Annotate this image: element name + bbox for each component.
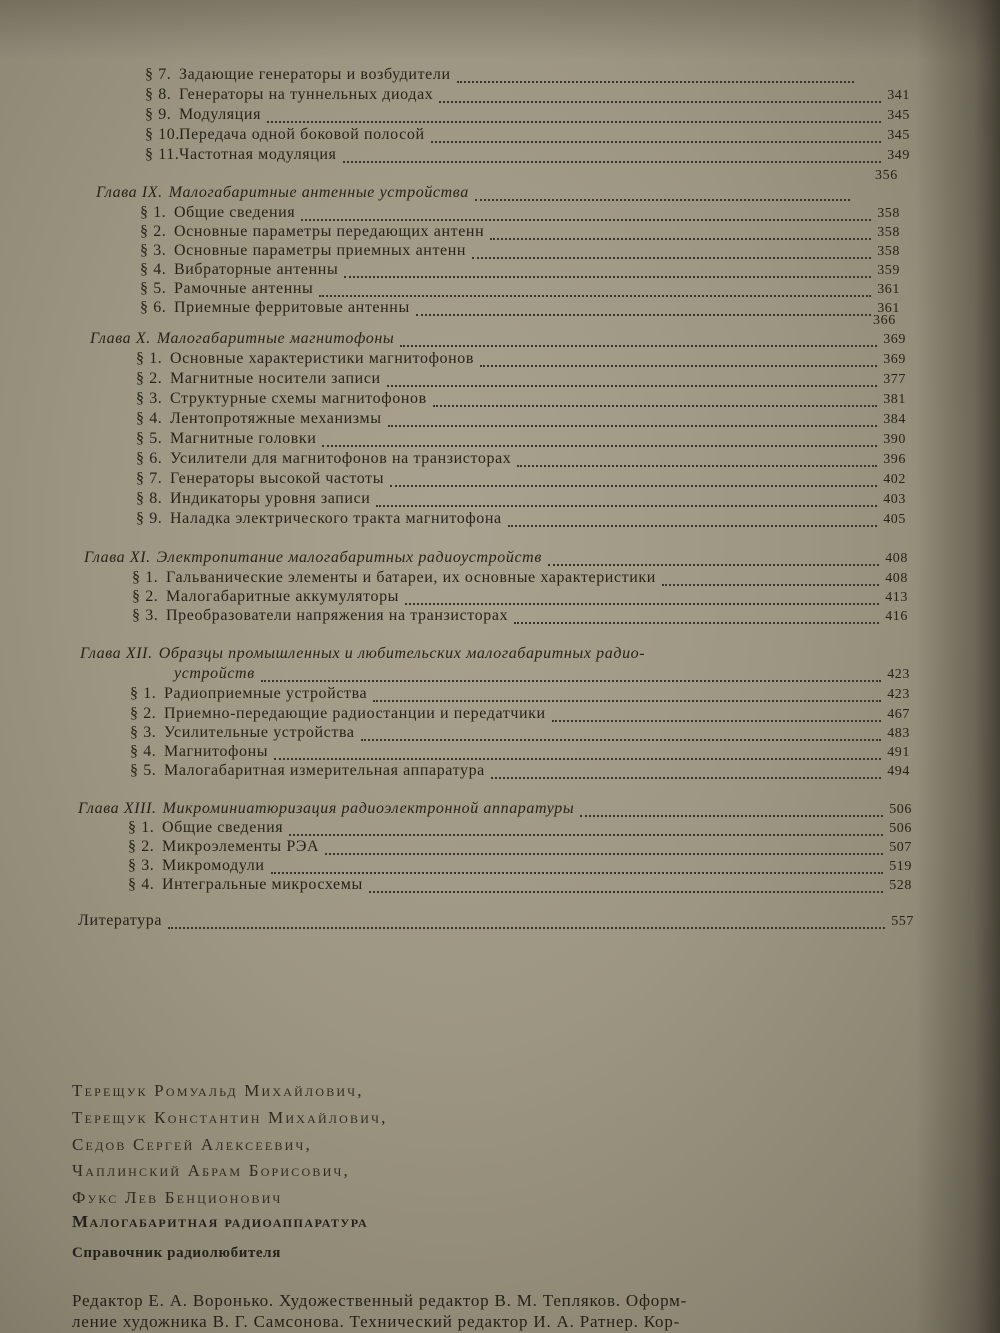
page-number: 361 [877,282,900,297]
dot-leader [369,879,883,893]
toc-entry [132,569,908,589]
section-number: § 8. [145,86,172,103]
toc-entry [128,819,912,839]
dot-leader [439,89,881,103]
imprint-line: ление художника В. Г. Самсонова. Технический редактор И. А. Ратнер. Кор- [72,1312,681,1331]
dot-leader [662,572,879,586]
dot-leader [261,668,881,682]
dot-leader [433,393,877,407]
page-shadow-top [0,0,1000,60]
toc-entry [145,106,910,126]
chapter-title: Малогабаритные антенные устройства [168,184,469,201]
page-number: 396 [883,452,906,467]
section-title: Малогабаритные аккумуляторы [166,588,400,605]
author-name: Фукс Лев Бенционович [72,1188,283,1208]
dot-leader [457,69,854,83]
dot-leader [373,688,881,702]
page-number: 358 [877,225,900,240]
dot-leader [301,207,871,221]
section-number: § 2. [132,588,159,605]
page-number: 381 [883,392,906,407]
page-number: 402 [883,472,906,487]
section-title: Общие сведения [162,819,284,836]
dot-leader [361,727,882,741]
dot-leader [508,513,877,527]
dot-leader [580,803,883,817]
page-number: 506 [889,802,912,817]
section-title: Микроэлементы РЭА [162,838,320,855]
dot-leader [490,226,871,240]
section-number: § 1. [128,819,155,836]
page-number: 369 [883,332,906,347]
page-number: 403 [883,492,906,507]
section-number: § 4. [128,876,155,893]
toc-entry [136,370,906,390]
page-number: 345 [887,108,910,123]
section-title: Малогабаритная измерительная аппаратура [164,762,485,779]
section-number: § 5. [136,430,163,447]
toc-entry-literature [78,912,914,932]
section-number: § 7. [136,470,163,487]
page-number: 366 [873,313,896,328]
dot-leader [514,610,879,624]
imprint-line: Редактор Е. А. Воронько. Художественный редактор В. М. Тепляков. Оформ- [72,1291,688,1310]
toc-entry [136,450,906,470]
page-number: 384 [883,412,906,427]
section-number: § 5. [130,762,157,779]
toc-entry [136,490,906,510]
section-title: Наладка электрического тракта магнитофона [170,510,502,527]
toc-entry [136,510,906,530]
section-title: Преобразователи напряжения на транзисторах [166,607,509,624]
book-title: Малогабаритная радиоаппаратура [72,1212,369,1231]
toc-entry [145,86,910,106]
section-number: § 1. [132,569,159,586]
chapter-title-continued: устройств [174,665,255,682]
dot-leader [322,433,877,447]
toc-entry [132,607,908,627]
author-name: Седов Сергей Алексеевич, [72,1134,312,1154]
section-number: § 6. [140,299,167,316]
dot-leader [480,353,877,367]
page-number: 491 [887,745,910,760]
section-title: Вибраторные антенны [174,261,339,278]
section-title: Основные характеристики магнитофонов [170,350,475,367]
section-number: § 3. [130,724,157,741]
author-name: Терещук Константин Михайлович, [72,1107,388,1127]
dot-leader [319,283,871,297]
chapter-label: Глава XII. [80,645,153,662]
page-number: 557 [891,914,914,929]
section-number: § 5. [140,280,167,297]
page-number: 359 [877,263,900,278]
book-subtitle: Справочник радиолюбителя [72,1245,281,1261]
section-number: § 1. [130,685,157,702]
chapter-heading [96,184,856,204]
dot-leader [267,109,881,123]
dot-leader [491,765,881,779]
author-name: Терещук Ромуальд Михайлович, [72,1081,364,1100]
dot-leader [271,860,884,874]
page-number: 528 [889,878,912,893]
dot-leader [405,591,879,605]
section-title: Магнитофоны [164,743,269,760]
section-number: § 2. [140,223,167,240]
section-title: Усилительные устройства [164,724,355,741]
section-title: Индикаторы уровня записи [170,490,371,507]
page-number: 358 [877,206,900,221]
section-title: Задающие генераторы и возбудители [179,66,451,83]
author-name: Чаплинский Абрам Борисович, [72,1161,350,1181]
page-number: 416 [885,609,908,624]
section-title: Основные параметры передающих антенн [174,223,485,240]
page-number: 519 [889,859,912,874]
chapter-label: Глава XIII. [78,800,157,817]
section-title: Микромодули [162,857,265,874]
section-number: § 8. [136,490,163,507]
dot-leader [289,822,883,836]
toc-entry [140,242,900,262]
section-title: Гальванические элементы и батареи, их основные характеристики [166,569,656,586]
section-title: Приемные ферритовые антенны [174,299,410,316]
section-number: § 3. [132,607,159,624]
page-number: 467 [887,707,910,722]
chapter-label: Глава XI. [84,549,151,566]
toc-entry [132,588,908,608]
section-number: § 3. [128,857,155,874]
chapter-heading [80,645,910,665]
dot-leader [517,453,877,467]
chapter-heading [90,330,906,350]
toc-entry [140,204,900,224]
toc-entry [130,705,910,725]
section-title: Магнитные носители записи [170,370,381,387]
section-number: § 4. [136,410,163,427]
chapter-title: Образцы промышленных и любительских малогабаритных радио- [158,645,646,662]
section-number: § 9. [136,510,163,527]
dot-leader [168,915,885,929]
toc-entry [140,261,900,281]
toc-entry [136,430,906,450]
section-title: Приемно-передающие радиостанции и передатчики [164,705,546,722]
page-number: 349 [887,148,910,163]
page-number: 423 [887,667,910,682]
toc-entry [136,410,906,430]
section-title: Лентопротяжные механизмы [170,410,382,427]
page-number: 405 [883,512,906,527]
section-title: Рамочные антенны [174,280,314,297]
dot-leader [548,552,879,566]
toc-entry [130,743,910,763]
chapter-title: Микроминиатюризация радиоэлектронной аппаратуры [162,800,575,817]
page-number: 390 [883,432,906,447]
toc-entry [130,724,910,744]
section-number: § 4. [130,743,157,760]
section-title: Модуляция [179,106,262,123]
toc-entry [136,350,906,370]
section-number: § 6. [136,450,163,467]
chapter-label: Глава X. [90,330,151,347]
section-title: Общие сведения [174,204,296,221]
dot-leader [416,302,871,316]
section-title: Частотная модуляция [179,146,337,163]
section-title: Интегральные микросхемы [162,876,363,893]
page-number: 413 [885,590,908,605]
section-number: § 3. [140,242,167,259]
section-number: § 11. [145,146,180,163]
toc-entry [145,146,910,166]
page-number: 358 [877,244,900,259]
page-number: 345 [887,128,910,143]
section-title: Радиоприемные устройства [164,685,368,702]
page-number: 507 [889,840,912,855]
chapter-title: Электропитание малогабаритных радиоустройств [156,549,542,566]
page-number: 408 [885,551,908,566]
dot-leader [400,333,877,347]
dot-leader [431,129,882,143]
chapter-heading [78,800,912,820]
dot-leader [387,373,878,387]
page-number: 361 [877,301,900,316]
section-number: § 2. [128,838,155,855]
section-number: § 3. [136,390,163,407]
dot-leader [274,746,881,760]
page-shadow-right [915,0,1000,1333]
page-number: 356 [875,168,898,183]
page-number: 483 [887,726,910,741]
toc-entry [128,838,912,858]
page-number: 377 [883,372,906,387]
section-title: Генераторы высокой частоты [170,470,385,487]
section-number: § 7. [145,66,172,83]
section-number: § 9. [145,106,172,123]
toc-entry [140,223,900,243]
toc-entry [136,470,906,490]
dot-leader [390,473,877,487]
imprint [72,1290,972,1332]
section-title: Основные параметры приемных антенн [174,242,467,259]
dot-leader [475,187,850,201]
toc-entry [140,299,900,319]
dot-leader [472,245,871,259]
chapter-label: Глава IX. [96,184,163,201]
chapter-heading [84,549,908,569]
toc-entry [128,857,912,877]
toc-entry [140,280,900,300]
section-title: Усилители для магнитофонов на транзисторах [170,450,512,467]
toc-entry [145,126,910,146]
section-title: Генераторы на туннельных диодах [179,86,434,103]
section-number: § 1. [140,204,167,221]
literature-title: Литература [78,912,163,929]
section-number: § 2. [130,705,157,722]
authors-list [72,1078,388,1212]
section-number: § 1. [136,350,163,367]
page-number: 423 [887,687,910,702]
toc-entry [130,762,910,782]
page-number: 494 [887,764,910,779]
toc-entry [128,876,912,896]
page-number: 506 [889,821,912,836]
page-number: 369 [883,352,906,367]
dot-leader [388,413,878,427]
dot-leader [376,493,877,507]
dot-leader [325,841,883,855]
dot-leader [552,708,881,722]
section-title: Структурные схемы магнитофонов [170,390,427,407]
toc-entry [136,390,906,410]
dot-leader [343,149,882,163]
toc-entry [130,685,910,705]
section-title: Магнитные головки [170,430,317,447]
page-number: 408 [885,571,908,586]
section-number: § 2. [136,370,163,387]
section-number: § 10. [145,126,180,143]
chapter-heading-continued [174,665,910,685]
section-number: § 4. [140,261,167,278]
dot-leader [344,264,871,278]
toc-entry [145,66,860,86]
section-title: Передача одной боковой полосой [179,126,425,143]
page-number: 341 [887,88,910,103]
chapter-title: Малогабаритные магнитофоны [156,330,395,347]
